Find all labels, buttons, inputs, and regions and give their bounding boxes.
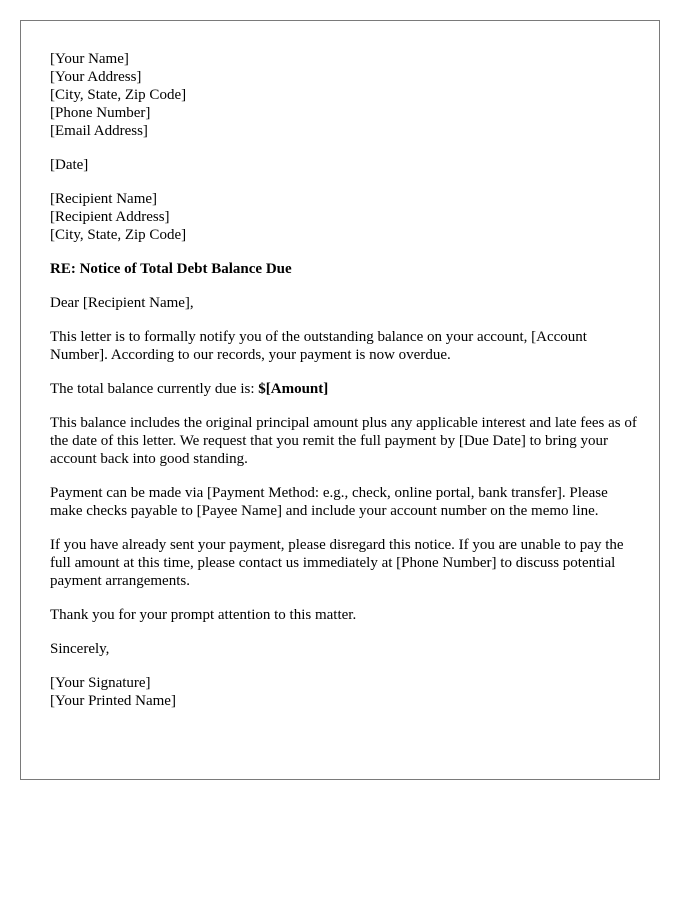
sender-phone: [Phone Number] [50, 105, 151, 121]
sender-city-state-zip: [City, State, Zip Code] [50, 87, 187, 103]
subject-line: RE: Notice of Total Debt Balance Due [50, 261, 292, 277]
signature-block [50, 674, 640, 710]
balance-amount: $[Amount] [258, 381, 329, 397]
date-block [50, 156, 640, 174]
closing: Sincerely, [50, 641, 110, 657]
recipient-block [50, 190, 640, 244]
letter-date: [Date] [50, 157, 89, 173]
sender-email: [Email Address] [50, 123, 148, 139]
paragraph-intro: This letter is to formally notify you of the outstanding balance on your account, [Account Number]. According to our records, your payment is now overdue. [50, 329, 587, 363]
signature-line: [Your Signature] [50, 675, 151, 691]
balance-label: The total balance currently due is: [50, 381, 259, 397]
recipient-address: [Recipient Address] [50, 209, 170, 225]
paragraph-details: This balance includes the original principal amount plus any applicable interest and late fees as of the date of this letter. We request that you remit the full payment by [Due Date] to bring your account back into good standing. [50, 415, 637, 467]
sender-address: [Your Address] [50, 69, 142, 85]
salutation: Dear [Recipient Name], [50, 295, 194, 311]
letter-body [50, 50, 640, 710]
paragraph-thanks: Thank you for your prompt attention to this matter. [50, 607, 357, 623]
paragraph-payment: Payment can be made via [Payment Method: e.g., check, online portal, bank transfer]. Please make checks payable to [Payee Name] and include your account number on the memo line. [50, 485, 608, 519]
paragraph-balance [50, 380, 640, 398]
printed-name: [Your Printed Name] [50, 693, 176, 709]
recipient-city-state-zip: [City, State, Zip Code] [50, 227, 187, 243]
paragraph-disregard: If you have already sent your payment, please disregard this notice. If you are unable to pay the full amount at this time, please contact us immediately at [Phone Number] to discuss potential payment arrangements. [50, 537, 624, 589]
letter-frame [20, 20, 660, 780]
recipient-name: [Recipient Name] [50, 191, 158, 207]
sender-block [50, 50, 640, 140]
sender-name: [Your Name] [50, 51, 129, 67]
